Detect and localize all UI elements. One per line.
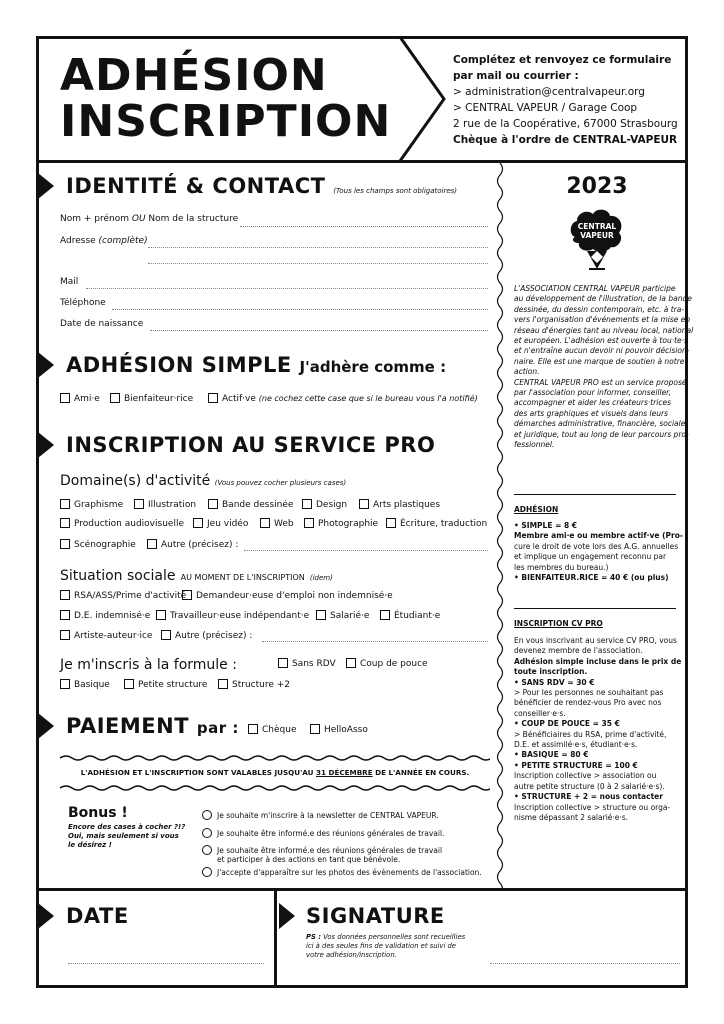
about-line: au développement de l'illustration, de la bande: [514, 294, 692, 304]
option-cheque-label: Chèque: [262, 725, 297, 735]
domain-option[interactable]: [147, 539, 238, 550]
domain-title-text: Domaine(s) d'activité: [60, 473, 211, 489]
address-note: (complète): [98, 236, 148, 246]
situation-label: Autre (précisez) :: [175, 631, 253, 641]
prolist-line: En vous inscrivant au service CV PRO, vous: [514, 636, 677, 645]
situation-checkbox[interactable]: [380, 610, 390, 620]
privacy-line3: votre adhésion/inscription.: [306, 951, 397, 959]
adh-line: Membre ami·e ou membre actif·ve (Pro-: [514, 531, 683, 541]
sidebar-sep2: [514, 608, 676, 609]
pro-list: [514, 636, 682, 823]
validity-date: 31 DÉCEMBRE: [315, 768, 373, 777]
about-line: et européen. L'adhésion est ouverte à tou·te·s: [514, 336, 688, 346]
address-field-2[interactable]: [148, 263, 488, 264]
bonus-volunteer-label2: et participer à des actions en tant que bénévole.: [217, 855, 401, 864]
privacy-label: PS :: [306, 933, 321, 941]
domain-option[interactable]: [60, 518, 184, 529]
formula-option[interactable]: [218, 679, 290, 690]
mail-label: Mail: [60, 277, 79, 287]
situation-checkbox[interactable]: [60, 590, 70, 600]
adh-line: les membres du bureau.): [514, 562, 609, 572]
domain-checkbox[interactable]: [304, 518, 314, 528]
address-line1: > CENTRAL VAPEUR / Garage Coop: [453, 102, 638, 114]
option-bienfaiteur-label: Bienfaiteur·rice: [124, 394, 194, 404]
situation-label: Demandeur·euse d'emploi non indemnisé·e: [196, 591, 393, 601]
adh-line: et implique un engagement reconnu par: [514, 552, 667, 562]
option-ami-label: Ami·e: [74, 394, 100, 404]
address-line2: 2 rue de la Coopérative, 67000 Strasbourg: [453, 118, 678, 130]
adhesion-title: ADHÉSION: [514, 505, 559, 514]
situation-title: [60, 565, 333, 584]
about-line: et juridique, tout au long de leur parcours pro-: [514, 429, 689, 439]
option-helloasso-label: HelloAsso: [324, 725, 368, 735]
domain-checkbox[interactable]: [260, 518, 270, 528]
situation-checkbox[interactable]: [182, 590, 192, 600]
about-line: L'ASSOCIATION CENTRAL VAPEUR participe: [514, 284, 676, 293]
adhesion-list: [514, 521, 682, 583]
name-label2: Nom de la structure: [148, 214, 239, 224]
footer-vertical-divider: [274, 888, 277, 988]
date-field[interactable]: [68, 963, 264, 964]
section-arrow-simple: [38, 352, 54, 378]
formula-option[interactable]: [278, 658, 336, 669]
situation-option[interactable]: [380, 610, 440, 621]
checkbox-bienfaiteur[interactable]: [110, 393, 120, 403]
header-chevron: [398, 37, 448, 161]
about-line: accompagner et aider les créateurs·trices: [514, 398, 671, 408]
option-helloasso[interactable]: [310, 724, 368, 735]
situation-option[interactable]: [182, 590, 393, 601]
domain-label: Bande dessinée: [222, 500, 294, 510]
prolist-line: Adhésion simple incluse dans le prix de: [514, 656, 682, 666]
logo-text1: CENTRAL: [577, 222, 617, 231]
about-line: vers l'organisation d'événements et la mise en: [514, 315, 691, 325]
prolist-line: devenez membre de l'association.: [514, 646, 643, 656]
situation-option[interactable]: [156, 610, 309, 621]
simple-heading-text: ADHÉSION SIMPLE: [66, 353, 292, 377]
name-ou: OU: [131, 214, 146, 224]
radio-meetings[interactable]: [202, 828, 212, 838]
domain-label: Web: [274, 519, 294, 529]
bonus-meetings[interactable]: [202, 828, 444, 838]
formula-label: Coup de pouce: [360, 659, 428, 669]
formula-option[interactable]: [60, 679, 110, 690]
domain-option[interactable]: [60, 539, 136, 550]
domain-other-field[interactable]: [244, 550, 488, 551]
situation-option[interactable]: [161, 630, 252, 641]
simple-sub: J'adhère comme :: [299, 358, 447, 376]
simple-heading: [66, 353, 446, 377]
formula-label: Sans RDV: [292, 659, 336, 669]
domain-label: Production audiovisuelle: [74, 519, 184, 529]
bonus-note2: Oui, mais seulement si vous: [68, 832, 179, 840]
bonus-newsletter[interactable]: [202, 810, 439, 820]
sidebar-wavy-divider: [494, 163, 506, 890]
option-actif[interactable]: [208, 393, 478, 404]
bonus-newsletter-label: Je souhaite m'inscrire à la newsletter de CENTRAL VAPEUR.: [217, 811, 439, 820]
situation-note: (idem): [309, 574, 333, 582]
bonus-title: Bonus !: [68, 805, 128, 821]
prolist-line: bénéficier de rendez-vous Pro avec nos: [514, 698, 662, 708]
situation-option[interactable]: [60, 610, 150, 621]
phone-label: Téléphone: [60, 298, 106, 308]
identity-heading-text: IDENTITÉ & CONTACT: [66, 174, 326, 198]
payment-heading: [66, 714, 239, 738]
situation-checkbox[interactable]: [60, 630, 70, 640]
adh-line: cure le droit de vote lors des A.G. annuelles: [514, 541, 679, 551]
prolist-line: • BASIQUE = 80 €: [514, 750, 589, 760]
option-bienfaiteur[interactable]: [110, 393, 193, 404]
domain-option[interactable]: [386, 518, 487, 529]
domain-checkbox[interactable]: [386, 518, 396, 528]
signature-field[interactable]: [490, 963, 680, 964]
sidebar-sep1: [514, 494, 676, 495]
situation-label: Salarié·e: [330, 611, 370, 621]
footer-divider: [36, 888, 688, 891]
identity-heading: [66, 174, 457, 198]
bonus-note: [68, 823, 185, 850]
situation-sub: AU MOMENT DE L'INSCRIPTION: [180, 573, 305, 582]
domain-option[interactable]: [60, 499, 123, 510]
domain-note: (Vous pouvez cocher plusieurs cases): [214, 479, 347, 487]
bonus-photos[interactable]: [202, 867, 482, 877]
identity-note: (Tous les champs sont obligatoires): [333, 187, 458, 195]
domain-label: Écriture, traduction: [400, 519, 488, 529]
validity-note: [60, 768, 490, 777]
bonus-volunteer-label: Je souhaite être informé.e des réunions générales de travail: [217, 846, 443, 855]
sidebar-year: 2023: [566, 174, 628, 199]
sidebar-about: [514, 284, 694, 451]
about-line: action.: [514, 367, 540, 377]
prolist-line: toute inscription.: [514, 667, 588, 677]
checkbox-actif[interactable]: [208, 393, 218, 403]
privacy-line2: ici à des seules fins de validation et suivi de: [306, 942, 456, 950]
domain-label: Arts plastiques: [373, 500, 441, 510]
domain-checkbox[interactable]: [193, 518, 203, 528]
privacy-note: [306, 933, 465, 960]
about-line: et n'entraîne aucun devoir ni pouvoir décision-: [514, 346, 690, 356]
option-actif-note: (ne cochez cette case que si le bureau vous l'a notifié): [258, 394, 478, 403]
situation-checkbox[interactable]: [316, 610, 326, 620]
privacy-line1: Vos données personnelles sont recueillies: [323, 933, 466, 941]
situation-option[interactable]: [60, 630, 152, 641]
logo-cloud-icon: [567, 207, 627, 277]
domain-label: Scénographie: [74, 540, 136, 550]
name-label: [60, 214, 238, 224]
about-line: réseau d'énergies tant au niveau local, national: [514, 325, 694, 335]
about-line: démarches administrative, financière, sociale: [514, 419, 686, 429]
domain-checkbox[interactable]: [134, 499, 144, 509]
domain-option[interactable]: [359, 499, 440, 510]
email-link[interactable]: > administration@centralvapeur.org: [453, 86, 645, 98]
logo-text2: VAPEUR: [580, 231, 614, 240]
domain-checkbox[interactable]: [60, 499, 70, 509]
checkbox-helloasso[interactable]: [310, 724, 320, 734]
about-line: des arts graphiques et visuels dans leurs: [514, 408, 668, 418]
prolist-line: • COUP DE POUCE = 35 €: [514, 719, 620, 729]
payment-heading-text: PAIEMENT: [66, 714, 190, 738]
domain-label: Illustration: [148, 500, 197, 510]
formula-checkbox[interactable]: [60, 679, 70, 689]
about-line: fessionnel.: [514, 440, 555, 450]
situation-title-text: Situation sociale: [60, 568, 176, 584]
prolist-line: Inscription collective > structure ou orga-: [514, 802, 671, 812]
prolist-line: • STRUCTURE + 2 = nous contacter: [514, 792, 663, 802]
prolist-line: > Bénéficiaires du RSA, prime d'activité,: [514, 729, 667, 739]
prolist-line: > Pour les personnes ne souhaitant pas: [514, 688, 664, 698]
domain-checkbox[interactable]: [208, 499, 218, 509]
domain-option[interactable]: [134, 499, 196, 510]
date-heading: DATE: [66, 904, 129, 928]
formula-checkbox[interactable]: [346, 658, 356, 668]
situation-checkbox[interactable]: [161, 630, 171, 640]
bonus-meetings-label: Je souhaite être informé.e des réunions générales de travail.: [217, 829, 445, 838]
situation-option[interactable]: [316, 610, 369, 621]
prolist-line: • PETITE STRUCTURE = 100 €: [514, 760, 638, 770]
domain-checkbox[interactable]: [359, 499, 369, 509]
situation-other-field[interactable]: [262, 641, 488, 642]
section-arrow-date: [38, 903, 54, 929]
adh-line: • SIMPLE = 8 €: [514, 521, 578, 530]
section-arrow-payment: [38, 713, 54, 739]
domain-label: Jeu vidéo: [207, 519, 249, 529]
situation-option[interactable]: [60, 590, 186, 601]
prolist-line: autre petite structure (0 à 2 salarié·e·s).: [514, 781, 665, 791]
payment-sub: par :: [196, 719, 239, 737]
domain-checkbox[interactable]: [302, 499, 312, 509]
bonus-note1: Encore des cases à cocher ?!?: [68, 823, 186, 831]
prolist-line: • SANS RDV = 30 €: [514, 677, 595, 687]
section-arrow-identity: [38, 173, 54, 199]
name-label-text: Nom + prénom: [60, 214, 129, 224]
prolist-line: nisme dépassant 2 salarié·e·s.: [514, 812, 629, 822]
domain-option[interactable]: [193, 518, 248, 529]
formula-checkbox[interactable]: [218, 679, 228, 689]
situation-label: Artiste-auteur·ice: [74, 631, 153, 641]
adh-line: • BIENFAITEUR.RICE = 40 € (ou plus): [514, 573, 669, 583]
formula-label: Petite structure: [138, 680, 208, 690]
situation-label: Étudiant·e: [394, 611, 441, 621]
domain-checkbox[interactable]: [147, 539, 157, 549]
domain-option[interactable]: [304, 518, 378, 529]
prolist-line: conseiller·e·s.: [514, 708, 566, 718]
info-line2: par mail ou courrier :: [453, 70, 579, 82]
domain-option[interactable]: [302, 499, 347, 510]
domain-label: Design: [316, 500, 348, 510]
prolist-line: D.E. et assimilé·e·s, étudiant·e·s.: [514, 740, 638, 750]
validity-wave-top: [60, 754, 490, 762]
situation-checkbox[interactable]: [156, 610, 166, 620]
situation-label: RSA/ASS/Prime d'activité: [74, 591, 187, 601]
radio-newsletter[interactable]: [202, 810, 212, 820]
prolist-line: Inscription collective > association ou: [514, 771, 657, 781]
validity-part2: DE L'ANNÉE EN COURS.: [372, 768, 470, 777]
situation-label: Travailleur·euse indépendant·e: [170, 611, 310, 621]
bonus-photos-label: J'accepte d'apparaître sur les photos des évènements de l'association.: [217, 868, 482, 877]
formula-label: Structure +2: [232, 680, 290, 690]
domain-label: Photographie: [318, 519, 379, 529]
domain-checkbox[interactable]: [60, 518, 70, 528]
cheque-note: Chèque à l'ordre de CENTRAL-VAPEUR: [453, 134, 678, 146]
formula-checkbox[interactable]: [278, 658, 288, 668]
formula-option[interactable]: [346, 658, 428, 669]
validity-part1: L'ADHÉSION ET L'INSCRIPTION SONT VALABLES JUSQU'AU: [80, 768, 316, 777]
pro-title: INSCRIPTION CV PRO: [514, 619, 603, 628]
domain-label: Graphisme: [74, 500, 124, 510]
mail-field[interactable]: [86, 288, 488, 289]
address-field-1[interactable]: [148, 247, 488, 248]
situation-checkbox[interactable]: [60, 610, 70, 620]
situation-label: D.E. indemnisé·e: [74, 611, 151, 621]
about-line: CENTRAL VAPEUR PRO est un service proposé: [514, 377, 687, 387]
about-line: naire. Elle est une marque de soutien à notre: [514, 356, 685, 366]
birth-field[interactable]: [150, 330, 488, 331]
formula-option[interactable]: [124, 679, 207, 690]
phone-field[interactable]: [112, 309, 488, 310]
info-line1: Complétez et renvoyez ce formulaire: [453, 54, 672, 66]
radio-volunteer[interactable]: [202, 845, 212, 855]
formula-label: Basique: [74, 680, 110, 690]
option-ami[interactable]: [60, 393, 100, 404]
domain-option[interactable]: [260, 518, 294, 529]
radio-photos[interactable]: [202, 867, 212, 877]
signature-heading: SIGNATURE: [306, 904, 445, 928]
domain-title: [60, 473, 346, 489]
checkbox-ami[interactable]: [60, 393, 70, 403]
option-cheque[interactable]: [248, 724, 296, 735]
section-arrow-signature: [279, 903, 295, 929]
section-arrow-pro: [38, 432, 54, 458]
bonus-note3: le désirez !: [68, 841, 112, 849]
page-title-line2: INSCRIPTION: [60, 96, 392, 147]
option-actif-label: Actif·ve: [222, 394, 256, 404]
address-label-text: Adresse: [60, 236, 96, 246]
header-divider: [36, 160, 688, 163]
domain-checkbox[interactable]: [60, 539, 70, 549]
checkbox-cheque[interactable]: [248, 724, 258, 734]
name-field[interactable]: [240, 226, 488, 227]
header-info: [453, 52, 678, 148]
about-line: par l'association pour informer, conseiller,: [514, 388, 671, 398]
validity-wave-bottom: [60, 784, 490, 792]
domain-option[interactable]: [208, 499, 293, 510]
pro-heading: INSCRIPTION AU SERVICE PRO: [66, 433, 436, 457]
domain-label: Autre (précisez) :: [161, 540, 239, 550]
formula-checkbox[interactable]: [124, 679, 134, 689]
address-label: [60, 236, 148, 246]
central-vapeur-logo: [567, 207, 627, 277]
bonus-volunteer[interactable]: [202, 845, 442, 864]
birth-label: Date de naissance: [60, 319, 144, 329]
formula-title: Je m'inscris à la formule :: [60, 657, 237, 673]
about-line: dessinée, du dessin contemporain, etc. à tra-: [514, 304, 685, 314]
page-title-line1: ADHÉSION: [60, 50, 328, 101]
